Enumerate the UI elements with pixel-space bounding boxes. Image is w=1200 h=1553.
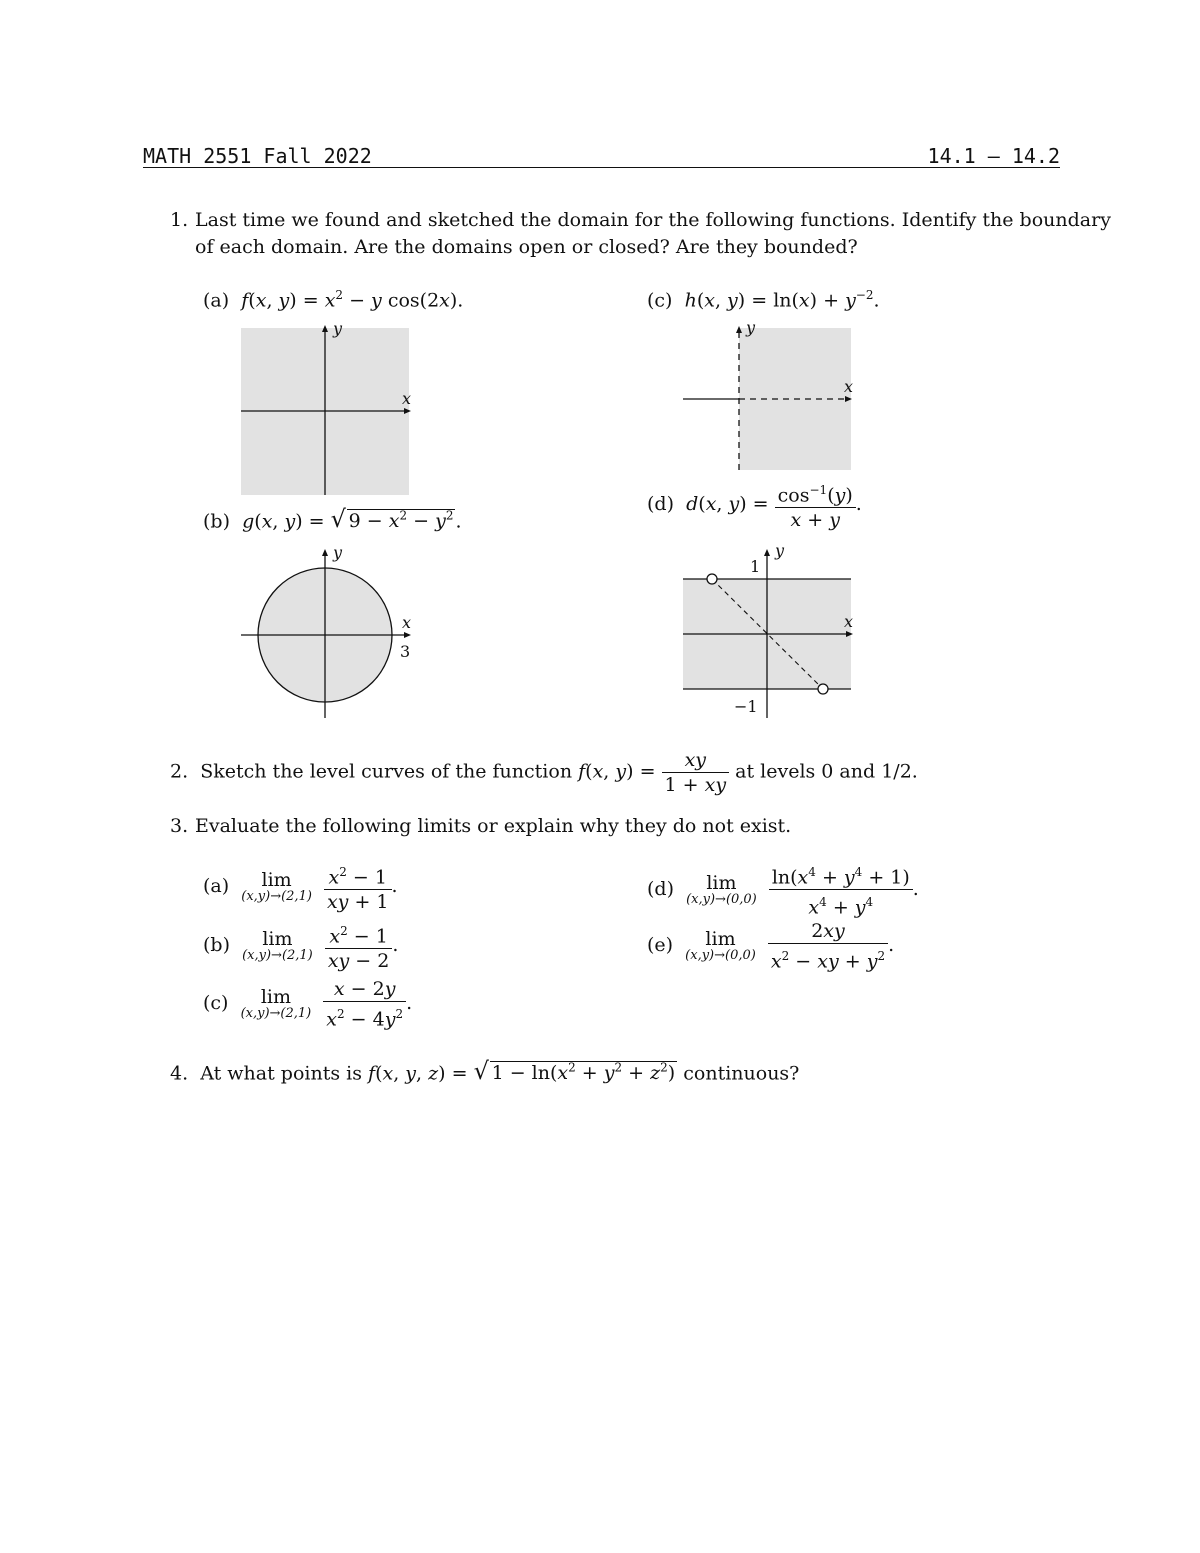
q3a: (a) lim (x,y)→(2,1) $\frac{x^2 - 1}{xy + 1}$ . — [203, 860, 398, 914]
graph-d-y-label: y — [775, 541, 785, 560]
q1-line2: of each domain. Are the domains open or closed? Are they bounded? — [195, 236, 858, 258]
header-sections: 14.1 – 14.2 — [927, 144, 1060, 168]
graph-b-x-label: x — [402, 613, 412, 632]
header-course: MATH 2551 Fall 2022 — [143, 144, 372, 168]
q1a-formula: (a) f(x, $y) = x^2 - y$ cos(2x). — [203, 288, 464, 312]
q1b-formula: (b) g(x, y) = √ $9 - x^2 - y^2$ . — [203, 505, 462, 533]
graph-d-open-point — [818, 684, 828, 694]
q3b: (b) lim (x,y)→(2,1) $\frac{x^2 - 1}{xy - 2}$ . — [203, 919, 398, 973]
q3e: (e) lim (x,y)→(0,0) $\frac{2xy}{x^2 - xy + y^2}$ . — [647, 920, 895, 973]
header-rule — [143, 167, 1060, 168]
graph-d-tick-minus1: −1 — [734, 697, 758, 716]
q1c-formula: (c) h(x, $y) = \ln(x) + y^{-2}$. — [647, 288, 880, 312]
q3c: (c) lim (x,y)→(2,1) $\frac{x - 2y}{x^2 - 4y^2}$ . — [203, 978, 413, 1031]
q2: 2. Sketch the level curves of the function f(x, y) = $\frac{xy}{1 + xy}$ at levels 0 and 1/2. — [170, 749, 918, 796]
graph-c-x-label: x — [844, 377, 854, 396]
q1-number: 1. — [170, 209, 189, 231]
graph-d-open-point — [707, 574, 717, 584]
graph-d-tick-1: 1 — [750, 557, 761, 576]
graph-a-y-label: y — [333, 319, 343, 338]
graph-c — [672, 318, 872, 478]
graph-a — [228, 318, 428, 503]
graph-c-y-label: y — [746, 318, 756, 337]
q4: 4. At what points is f(x, y, z) = √ $1 - \ln(x^2 + y^2 + z^2)$ continuous? — [170, 1057, 800, 1085]
q3-number: 3. — [170, 815, 189, 837]
graph-b-y-label: y — [333, 543, 343, 562]
q3-text: Evaluate the following limits or explain why they do not exist. — [195, 815, 792, 837]
q3d: (d) lim (x,y)→(0,0) $\frac{\ln(x^4 + y^4 + 1)}{x^4 + y^4}$ . — [647, 860, 919, 920]
q1-line1: Last time we found and sketched the domain for the following functions. Identify the boundary — [195, 209, 1111, 231]
graph-a-x-label: x — [402, 389, 412, 408]
graph-b-tick-3: 3 — [400, 642, 411, 661]
graph-d-x-label: x — [844, 612, 854, 631]
graph-b — [228, 540, 428, 725]
graph-d — [672, 540, 872, 725]
q1d-formula: (d) d(x, y) = $\frac{\cos^{-1}(y)}{x + y}$ . — [647, 478, 862, 532]
